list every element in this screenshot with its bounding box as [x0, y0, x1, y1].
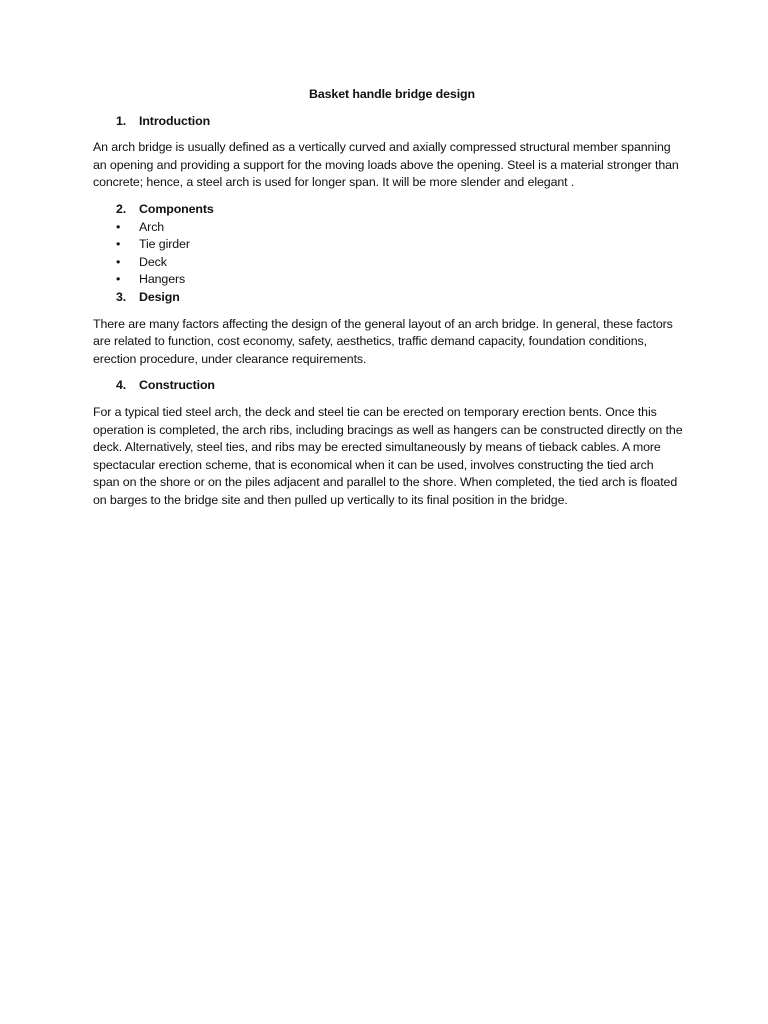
- section-heading-introduction: [93, 113, 683, 131]
- bullet-icon: •: [116, 237, 121, 252]
- list-item-label: Tie girder: [139, 237, 190, 252]
- section-number: 2.: [116, 201, 127, 216]
- introduction-paragraph: An arch bridge is usually defined as a vertically curved and axially compressed structural member spanning an opening and providing a support for the moving loads above the opening. Steel is a material stronger than concrete; hence, a steel arch is used for longer span. It will be more slender and elegant .: [93, 140, 679, 190]
- list-item: [93, 271, 683, 289]
- bullet-icon: •: [116, 272, 121, 287]
- list-item: [93, 236, 683, 254]
- section-heading-design: [93, 289, 683, 307]
- list-item-label: Deck: [139, 254, 167, 269]
- list-item: [93, 219, 683, 237]
- section-heading-label: Components: [139, 201, 214, 216]
- section-heading-label: Construction: [139, 378, 215, 393]
- list-item-label: Hangers: [139, 272, 186, 287]
- section-number: 3.: [116, 289, 127, 304]
- section-heading-components: [93, 201, 683, 219]
- document-title: Basket handle bridge design: [309, 87, 475, 101]
- bullet-icon: •: [116, 254, 121, 269]
- section-heading-construction: [93, 377, 683, 395]
- list-item: [93, 254, 683, 272]
- section-number: 1.: [116, 113, 127, 128]
- bullet-icon: •: [116, 219, 121, 234]
- design-paragraph: There are many factors affecting the design of the general layout of an arch bridge. In general, these factors are related to function, cost economy, safety, aesthetics, traffic demand capacity, foundation conditions, erection procedure, under clearance requirements.: [93, 316, 673, 366]
- section-heading-label: Design: [139, 289, 180, 304]
- construction-paragraph: For a typical tied steel arch, the deck and steel tie can be erected on temporary erection bents. Once this operation is completed, the arch ribs, including bracings as well as hangers can be constructed directly on the deck. Alternatively, steel ties, and ribs may be erected simultaneously by means of tieback cables. A more spectacular erection scheme, that is economical when it can be used, involves constructing the tied arch span on the shore or on the piles adjacent and parallel to the shore. When completed, the tied arch is floated on barges to the bridge site and then pulled up vertically to its final position in the bridge.: [93, 404, 683, 507]
- section-heading-label: Introduction: [139, 113, 211, 128]
- list-item-label: Arch: [139, 219, 165, 234]
- section-number: 4.: [116, 378, 127, 393]
- components-list: [93, 219, 683, 289]
- document-body: [93, 86, 683, 509]
